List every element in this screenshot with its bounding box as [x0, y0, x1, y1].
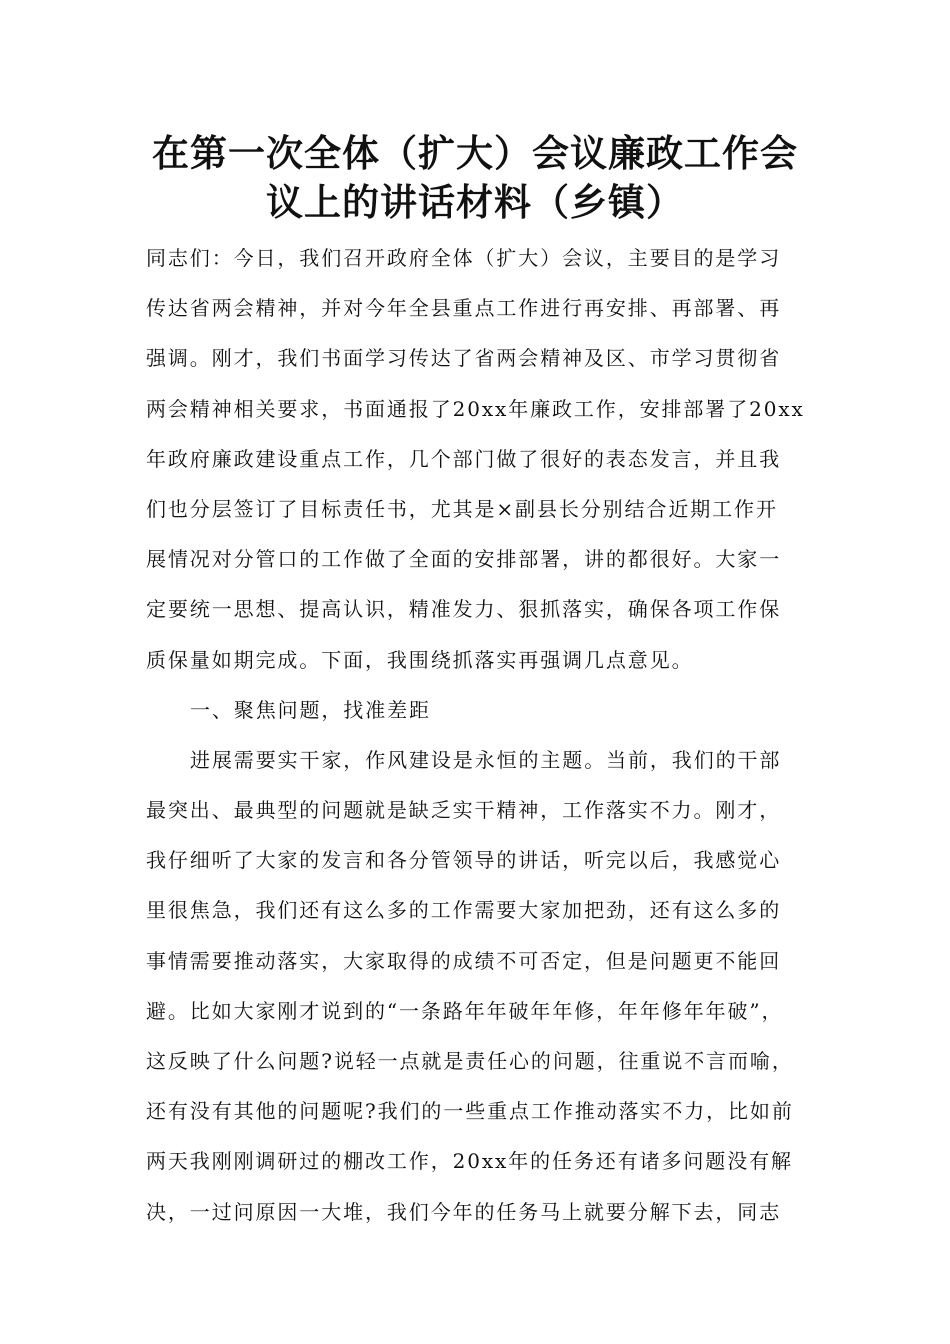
document-title-line-2: 议上的讲话材料（乡镇） — [266, 181, 684, 224]
paragraph-opening — [146, 233, 836, 685]
text-line: 年政府廉政建设重点工作，几个部门做了很好的表态发言，并且我 — [146, 446, 782, 471]
text-line: 避。比如大家刚才说到的“一条路年年破年年修，年年修年年破”， — [146, 998, 784, 1023]
paragraph-section-one — [146, 735, 836, 1237]
section-heading — [146, 685, 836, 735]
text-line: 强调。刚才，我们书面学习传达了省两会精神及区、市学习贯彻省 — [146, 346, 782, 371]
text-line: 决，一过问原因一大堆，我们今年的任务马上就要分解下去，同志 — [146, 1199, 782, 1224]
text-line: 展情况对分管口的工作做了全面的安排部署，讲的都很好。大家一 — [146, 547, 782, 572]
text-line: 两会精神相关要求，书面通报了20xx年廉政工作，安排部署了20xx — [146, 396, 805, 421]
text-line: 两天我刚刚调研过的棚改工作，20xx年的任务还有诸多问题没有解 — [146, 1149, 793, 1174]
text-line: 里很焦急，我们还有这么多的工作需要大家加把劲，还有这么多的 — [146, 898, 782, 923]
text-line: 还有没有其他的问题呢?我们的一些重点工作推动落实不力，比如前 — [146, 1099, 794, 1124]
text-line: 事情需要推动落实，大家取得的成绩不可否定，但是问题更不能回 — [146, 948, 782, 973]
text-line: 最突出、最典型的问题就是缺乏实干精神，工作落实不力。刚才， — [146, 798, 782, 823]
text-line: 进展需要实干家，作风建设是永恒的主题。当前，我们的干部 — [190, 747, 782, 772]
document-body — [146, 233, 836, 1237]
text-line: 们也分层签订了目标责任书，尤其是×副县长分别结合近期工作开 — [146, 496, 778, 521]
text-line: 同志们：今日，我们召开政府全体（扩大）会议，主要目的是学习 — [146, 246, 782, 270]
text-line: 质保量如期完成。下面，我围绕抓落实再强调几点意见。 — [146, 647, 694, 672]
text-line: 传达省两会精神，并对今年全县重点工作进行再安排、再部署、再 — [146, 296, 782, 321]
section-heading-text: 一、聚焦问题，找准差距 — [190, 697, 431, 722]
document-title-line-1: 在第一次全体（扩大）会议廉政工作会 — [152, 132, 798, 175]
text-line: 这反映了什么问题?说轻一点就是责任心的问题，往重说不言而喻， — [146, 1049, 794, 1073]
text-line: 我仔细听了大家的发言和各分管领导的讲话，听完以后，我感觉心 — [146, 848, 782, 873]
text-line: 定要统一思想、提高认识，精准发力、狠抓落实，确保各项工作保 — [146, 597, 782, 622]
